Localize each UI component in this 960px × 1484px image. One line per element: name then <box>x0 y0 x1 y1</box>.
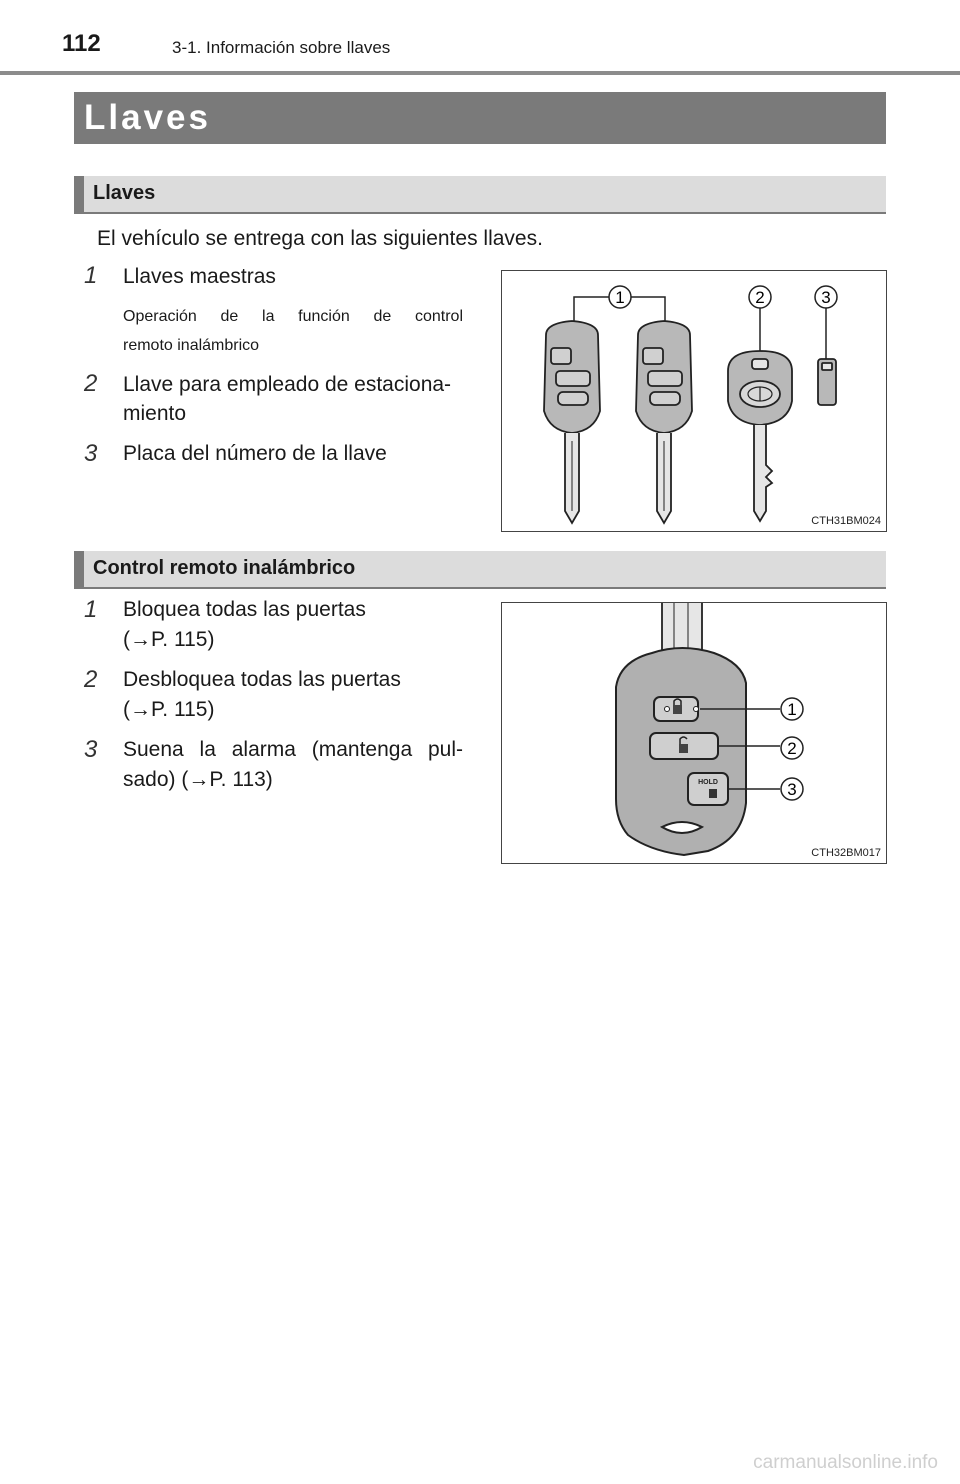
header-rule <box>0 71 960 75</box>
master-key-icon <box>544 321 600 523</box>
figure-code: CTH32BM017 <box>811 847 881 859</box>
item-text-cont: miento <box>123 402 187 425</box>
valet-key-icon <box>728 351 792 521</box>
item-text-cont: (→P. 115) <box>123 628 215 651</box>
key-number-plate-icon <box>818 359 836 405</box>
remote-fob-icon <box>616 648 746 855</box>
item-text-cont: (→P. 115) <box>123 698 215 721</box>
callout-3-label: 3 <box>787 780 797 799</box>
section-heading-llaves <box>74 176 886 214</box>
footer-watermark: carmanualsonline.info <box>753 1452 938 1473</box>
item-text: Placa del número de la llave <box>123 442 387 465</box>
item-text: Llave para empleado de estaciona- <box>123 373 452 396</box>
callout-3-label: 3 <box>821 288 831 307</box>
callout-1-label: 1 <box>787 700 797 719</box>
keys-illustration <box>502 271 886 531</box>
item-number: 2 <box>84 666 98 693</box>
page-title: Llaves <box>84 98 211 137</box>
remote-illustration <box>502 603 886 863</box>
running-head: 3-1. Información sobre llaves <box>172 38 391 57</box>
section-heading-control-remoto <box>74 551 886 589</box>
item-number: 3 <box>84 440 98 467</box>
item-text: Bloquea todas las puertas <box>123 598 366 621</box>
item-number: 1 <box>84 262 98 289</box>
note-line-2: remoto inalámbrico <box>123 337 260 354</box>
page-number: 112 <box>62 30 101 57</box>
section-heading-label: Llaves <box>93 182 156 204</box>
section-accent <box>74 176 84 212</box>
section-heading-label: Control remoto inalámbrico <box>93 557 356 579</box>
hold-label: HOLD <box>698 779 718 786</box>
keys-figure <box>501 270 887 532</box>
item-number: 1 <box>84 596 98 623</box>
callout-2-label: 2 <box>787 739 797 758</box>
item-text-cont: sado) (→P. 113) <box>123 768 273 791</box>
intro-text: El vehículo se entrega con las siguientes llaves. <box>97 227 543 250</box>
item-text: Desbloquea todas las puertas <box>123 668 401 691</box>
master-key-icon <box>636 321 692 523</box>
remote-figure <box>501 602 887 864</box>
note-line-1: Operación de la función de control <box>123 308 463 325</box>
section-accent <box>74 551 84 587</box>
key-blade-icon <box>662 603 702 651</box>
figure-code: CTH31BM024 <box>811 515 881 527</box>
item-text: Suena la alarma (mantenga pul- <box>123 738 463 761</box>
callout-1-label: 1 <box>615 288 625 307</box>
callout-2-label: 2 <box>755 288 765 307</box>
item-number: 3 <box>84 736 98 763</box>
item-number: 2 <box>84 370 98 397</box>
item-text: Llaves maestras <box>123 265 276 288</box>
